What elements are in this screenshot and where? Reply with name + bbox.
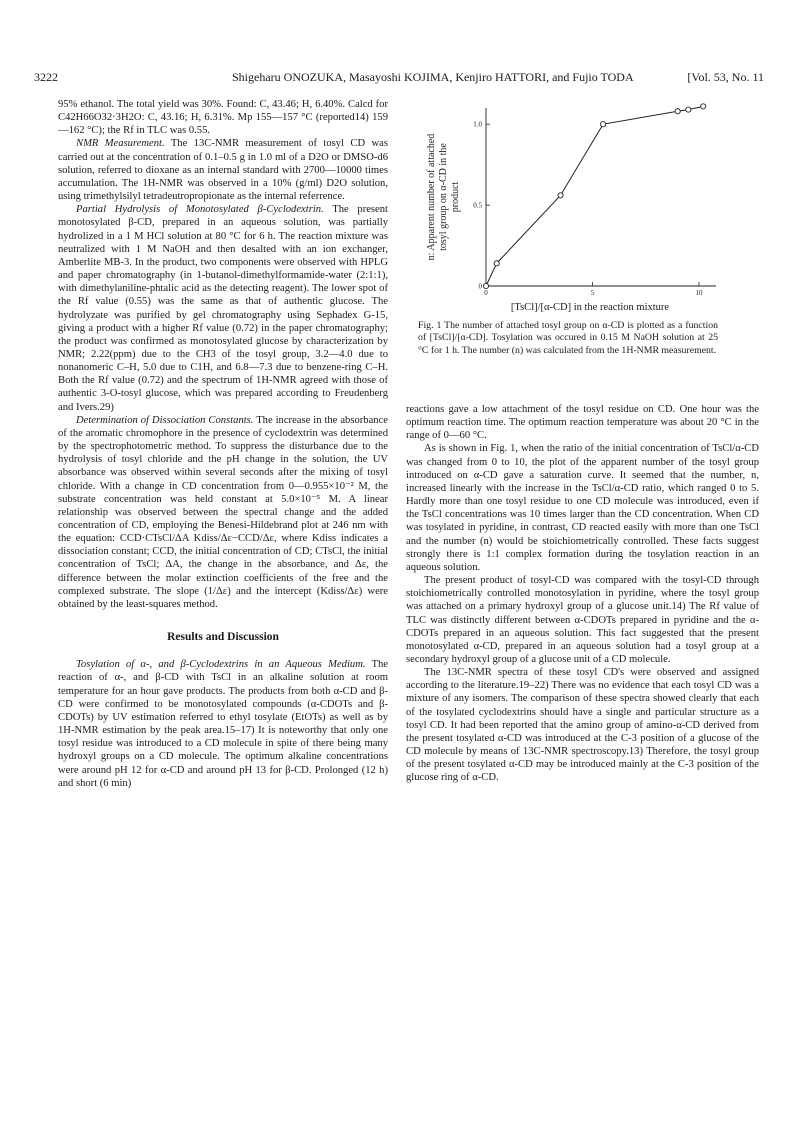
paragraph (58, 137, 388, 203)
left-column (58, 98, 388, 790)
paragraph-text: The reaction of α-, and β-CD with TsCl in an alkaline solution at room temperature for an hour gave products. The products from both α-CD and β-CD were confirmed to be monotosylated compounds (α-CDOTs and β-CDOTs) by UV estimation referred to ethyl tosylate (EtOTs) as well as by 1H-NMR estimation by the peak area.15–17) It is noteworthy that only one tosyl residue was introduced to a CD molecule in spite of there being many hydroxyl groups on a CD molecule. The optimum alkaline concentrations were around pH 12 for α-CD and around pH 13 for β-CD. Prolonged (12 h) and short (6 min) (58, 659, 388, 789)
paragraph-text: The 13C-NMR measurement of tosyl CD was carried out at the concentration of 0.1–0.5 g in 1.0 ml of a D2O or DMSO-d6 solution, referred to dioxane as an internal standard with 2700—10000 times accumulation. The 1H-NMR was observed in a 10% (g/ml) D2O solution, using trimethylsilyl tetradeutropropionate as the internal referrence. (58, 138, 388, 203)
page-number: 3222 (34, 70, 58, 84)
paragraph (406, 574, 759, 666)
y-axis-label: n: Apparent number of attachedtosyl group on α-CD in theproduct (426, 133, 461, 261)
paragraph-text: The 13C-NMR spectra of these tosyl CD's were observed and assigned according to the literature.19–22) There was no evidence that each tosyl CD was a mixture of any isomers. The comparison of these spectra showed clearly that each of the tosylated cyclodextrins should have a single and particular structure as a tosyl CD. It had been reported that the amino group of amino-α-CD derived from the present tosylated α-CD was introduced at the C-3 position of a glucose of the CD molecule by means of 13C-NMR spectroscopy.13) Therefore, the tosyl group of the present tosylated α-CD may be introduced mainly at the C-3 position of the glucose ring of α-CD. (406, 667, 759, 784)
paragraph (58, 203, 388, 414)
series-line (486, 106, 703, 286)
data-point (483, 283, 488, 288)
saturation-plot (424, 98, 734, 318)
figure-1 (418, 98, 734, 398)
figure-caption: Fig. 1 The number of attached tosyl group on α-CD is plotted as a function of [TsCl]/[α-CD]. Tosylation was occured in 0.15 M NaOH solution at 25 °C for 1 h. The number (n) was calculated from the 1H-NMR measurement. (418, 320, 718, 356)
data-point (601, 122, 606, 127)
paragraph (406, 666, 759, 784)
paragraph-text: The present monotosylated β-CD, prepared in an aqueous solution, was partially hydrolized in a 1 M HCl solution at 80 °C for 6 h. The reaction mixture was neutralized with 1 M NaOH and then desalted with an ion exchanger, Amberlite MB-3. In the product, two components were observed with HPLG and paper chromatography (in 1-butanol-dimethylformamide-water (2:1:1), with dimethylaniline-phtalic acid as the detecting reagent). The lower spot of the Rf value (0.55) was the same as that of authentic glucose. The hydrolyzate was purified by gel chromatography using Sephadex G-15, giving a product with a higher Rf value (0.72) in the paper chromatography; the product was confirmed as monotosylated glucose by characterization by NMR; 2.22(ppm) due to the CH3 of the tosyl group, 3.2—4.0 due to nonanomeric C–H, 5.0 due to C1H, and 6.8—7.3 due to benzene-ring C–H. Both the Rf value (0.72) and the spectrum of 1H-NMR agreed with those of authentic 3-O-tosyl glucose, which was prepared according to Freudenberg and Ivers.29) (58, 204, 388, 413)
x-tick-label: 5 (590, 289, 595, 297)
paragraph-text: As is shown in Fig. 1, when the ratio of the initial concentration of TsCl/α-CD was changed from 0 to 10, the plot of the apparent number of the tosyl group introduced on α-CD gave a saturation curve. It seemed that the number, n, increased linearly with the increase in the TsCl/α-CD ratio, which ranged 0 to 5. Hardly more than one tosyl residue to one CD molecule was introduced, even if the TsCl concentrations was 10 times larger than the CD concentration. When CD was tosylated in pyridine, in contrast, CD reacted easily with more than one TsCl and the number (n) would be stoichiometrically controlled. These facts suggest strongly there is 1:1 complex formation during the tosylation reaction in an aqueous solution. (406, 443, 759, 573)
data-point (701, 104, 706, 109)
run-in-heading: NMR Measurement. (76, 138, 165, 150)
data-point (494, 261, 499, 266)
data-point (675, 109, 680, 114)
right-column (406, 403, 759, 785)
paragraph (58, 98, 388, 137)
volume-info: [Vol. 53, No. 11 (687, 70, 764, 84)
x-axis-label: [TsCl]/[α-CD] in the reaction mixture (510, 302, 670, 313)
paragraph-text: The increase in the absorbance of the aromatic chromophore in the presence of cyclodextrin was determined by the spectrophotometric method. To suppress the disturbance due to the hydrolysis of tosyl chloride and the pH change in the solution, the UV absorbance was observed within several seconds after the mixing of tosyl chloride. With a change in CD concentration from 0—0.955×10⁻² M, the substrate concentration was held constant at 5.0×10⁻⁵ M. A linear relationship was observed between the spectral change and the added concentration of CD, employing the Benesi-Hildebrand plot at 246 nm with the equation: CCD·CTsCl/ΔA Kdiss/Δε−CCD/Δε, where Kdiss indicates a dissociation constant; CCD, the initial concentration of CD; CTsCl, the initial concentration of TsCl; ΔA, the change in the absorbance, and Δε, the difference between the molar extinction coefficients of the free and the complexed substrate. The slope (1/Δε) and the intercept (Kdiss/Δε) were obtained by the least-squares method. (58, 414, 388, 610)
run-in-heading: Determination of Dissociation Constants. (76, 414, 254, 426)
paragraph (406, 403, 759, 442)
paragraph (58, 414, 388, 611)
y-tick-label: 1.0 (473, 120, 482, 129)
data-point (558, 193, 563, 198)
run-in-heading: Tosylation of α-, and β-Cyclodextrins in an Aqueous Medium. (76, 659, 366, 671)
paragraph-text: reactions gave a low attachment of the tosyl residue on CD. One hour was the optimum reaction time. The optimum reaction temperature was about 20 °C in the range of 0—60 °C. (406, 404, 759, 442)
section-heading: Results and Discussion (167, 631, 279, 644)
paragraph-text: 95% ethanol. The total yield was 30%. Found: C, 43.46; H, 6.40%. Calcd for C42H66O32·3H2O: C, 43.16; H, 6.31%. Mp 155—157 °C (reported14) 159—162 °C); the Rf in TLC was 0.55. (58, 99, 388, 137)
data-point (686, 107, 691, 112)
run-in-heading: Partial Hydrolysis of Monotosylated β-Cyclodextrin. (76, 204, 324, 216)
y-tick-label: 0 (478, 282, 482, 291)
running-header (34, 70, 764, 86)
y-tick-label: 0.5 (473, 201, 482, 210)
x-tick-label: 0 (484, 289, 488, 297)
x-tick-label: 10 (695, 289, 703, 297)
paragraph (406, 442, 759, 574)
author-line: Shigeharu ONOZUKA, Masayoshi KOJIMA, Kenjiro HATTORI, and Fujio TODA (232, 70, 634, 84)
paragraph (58, 658, 388, 790)
paragraph-text: The present product of tosyl-CD was compared with the tosyl-CD through stoichiometrically controlled monotosylation in pyridine, where the tosyl group was attached on a primary hydroxyl group of a glucose unit.14) The Rf value of TLC was distinctly different between α-CDOTs prepared in pyridine and the α-CDOTs prepared in an aqueous solution. This fact suggested that the present monotosylated α-CD, prepared in an aqueous solution had a tosyl group at a secondary hydroxyl group of a glucose unit of a CD molecule. (406, 575, 759, 665)
